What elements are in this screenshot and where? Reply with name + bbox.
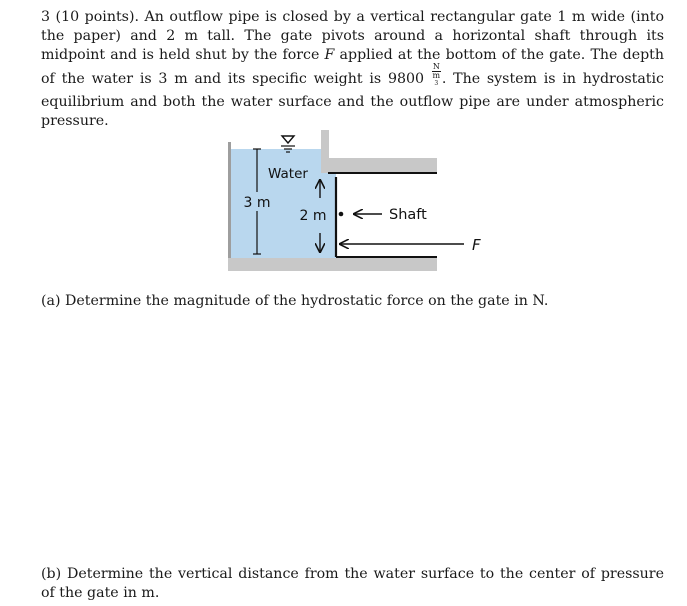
- unit-denominator: [432, 72, 441, 91]
- gate-diagram: [228, 128, 490, 276]
- shaft-label: Shaft: [389, 207, 427, 223]
- part-a-question: (a) Determine the magnitude of the hydrostatic force on the gate in N.: [41, 293, 549, 309]
- depth-label: 3 m: [243, 195, 271, 211]
- force-symbol: F: [324, 47, 335, 63]
- unit-numerator: N: [432, 62, 440, 71]
- problem-text-part-1: 3 (10 points). An outflow pipe is closed by a vertical rectangular gate 1 m wide (into the paper) and 2 m tall. The gate pivots around a horizontal shaft through its midpoint and is held shut by the force: [41, 9, 664, 63]
- pipe-top-block: [329, 158, 437, 173]
- unit-fraction: [432, 63, 441, 91]
- shaft-pivot: [339, 212, 344, 217]
- problem-statement: [41, 8, 664, 131]
- problem-text-part-3: . The system is in hydrostatic equilibrium and both the water surface and the outflow pipe are under atmospheric pressure.: [41, 70, 664, 129]
- unit-exponent: 3: [434, 80, 439, 87]
- water-label: Water: [268, 166, 308, 182]
- upper-wall: [321, 130, 329, 173]
- problem-text-part-2: applied at the bottom of the gate. The depth of the water is 3 m and its specific weight is 9800: [41, 47, 665, 87]
- left-wall: [228, 142, 231, 258]
- water-in-pipe: [328, 173, 336, 258]
- floor: [228, 258, 437, 271]
- gate-height-label: 2 m: [299, 208, 327, 224]
- force-label: F: [472, 236, 481, 254]
- unit-denominator-base: m: [432, 71, 441, 80]
- part-b-question: (b) Determine the vertical distance from the water surface to the center of pressure of the gate in m.: [41, 566, 664, 601]
